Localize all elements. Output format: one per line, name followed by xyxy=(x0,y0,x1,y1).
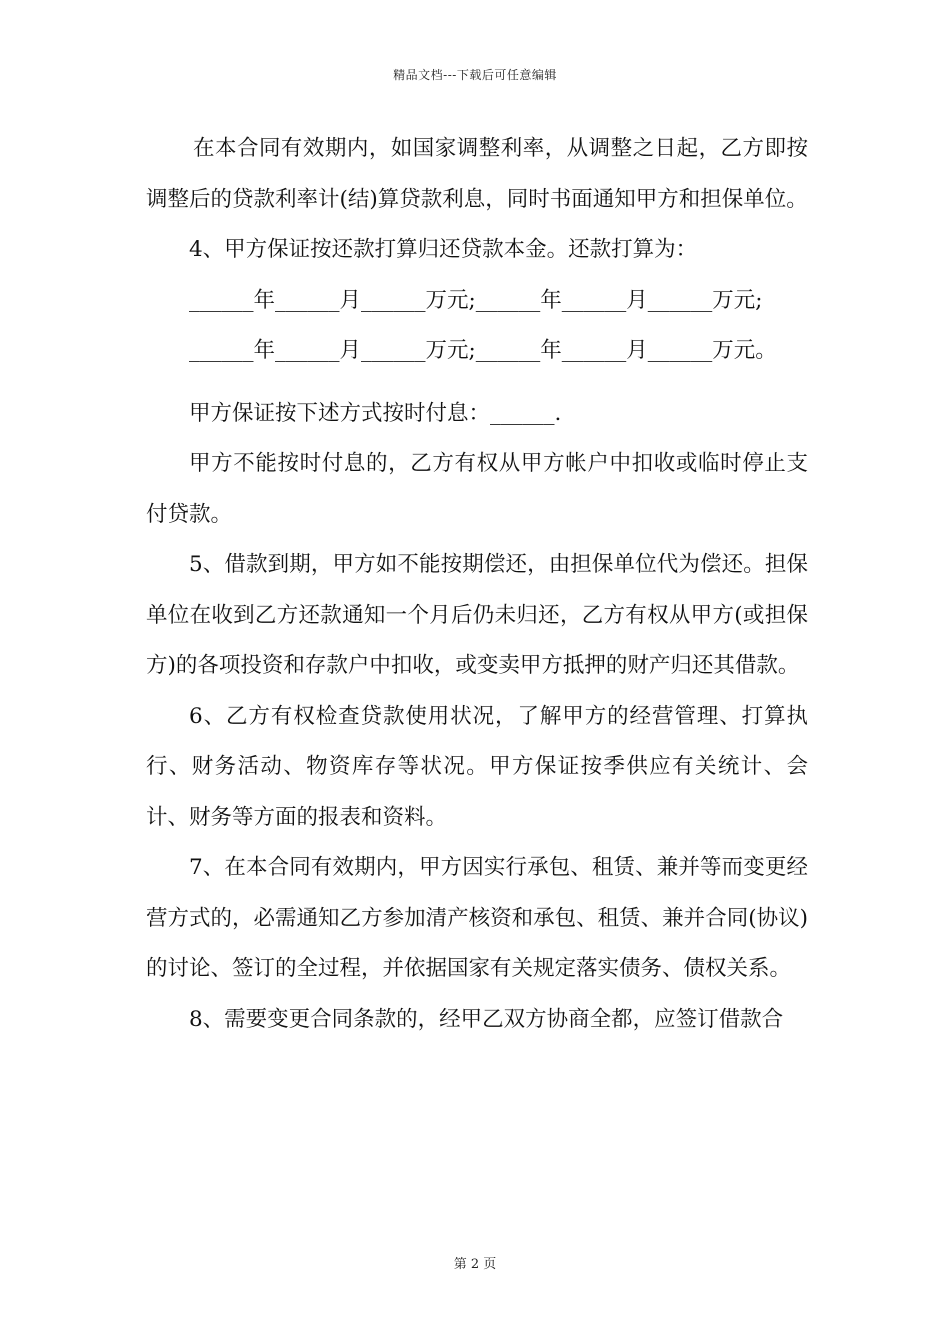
repayment-schedule-line-1: ______年______月______万元;______年______月______万元; xyxy=(189,287,763,313)
paragraph-clause-5: 5、借款到期，甲方如不能按期偿还，由担保单位代为偿还。担保单位在收到乙方还款通知一个月后仍未归还，乙方有权从甲方(或担保方)的各项投资和存款户中扣收，或变卖甲方抵押的财产归还其借款。 xyxy=(146,552,808,678)
page-number: 第 2 页 xyxy=(453,1257,497,1272)
paragraph-clause-6: 6、乙方有权检查贷款使用状况，了解甲方的经营管理、打算执行、财务活动、物资库存等状况。甲方保证按季供应有关统计、会计、财务等方面的报表和资料。 xyxy=(146,703,808,830)
paragraph-clause-7: 7、在本合同有效期内，甲方因实行承包、租赁、兼并等而变更经营方式的，必需通知乙方参加清产核资和承包、租赁、兼并合同(协议)的讨论、签订的全过程，并依据国家有关规定落实债务、债权关系。 xyxy=(146,855,808,981)
paragraph-late-interest: 甲方不能按时付息的，乙方有权从甲方帐户中扣收或临时停止支付贷款。 xyxy=(146,451,808,527)
paragraph-clause-4: 4、甲方保证按还款打算归还贷款本金。还款打算为： xyxy=(189,237,698,262)
paragraph-interest-payment: 甲方保证按下述方式按时付息：______. xyxy=(189,400,562,426)
paragraph-interest-adjustment: 在本合同有效期内，如国家调整利率，从调整之日起，乙方即按调整后的贷款利率计(结)算贷款利息，同时书面通知甲方和担保单位。 xyxy=(146,136,808,212)
page-header: 精品文档---下载后可任意编辑 xyxy=(393,68,557,82)
repayment-schedule-line-2: ______年______月______万元;______年______月______万元。 xyxy=(189,338,777,363)
paragraph-clause-8: 8、需要变更合同条款的，经甲乙双方协商全都，应签订借款合 xyxy=(189,1006,784,1032)
document-body xyxy=(146,124,808,1045)
